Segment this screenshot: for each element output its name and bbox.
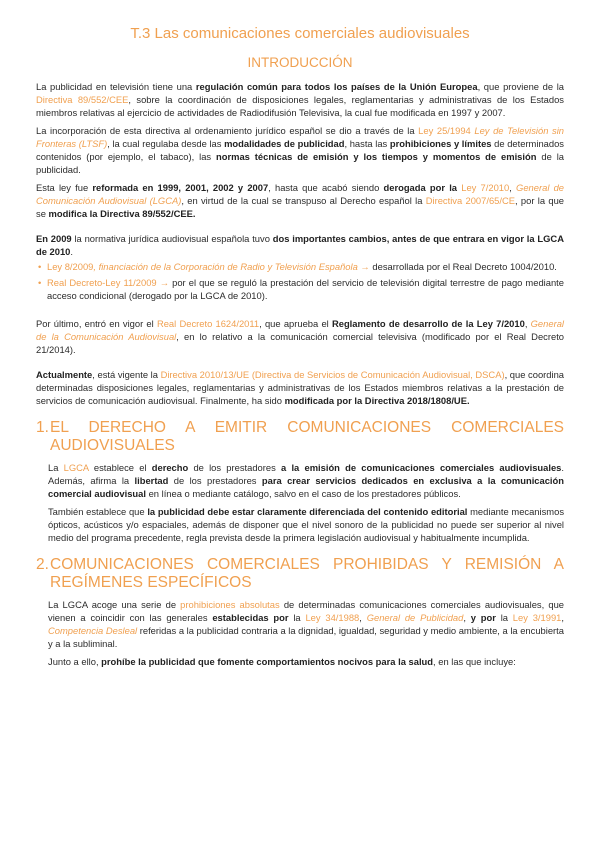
section-2-heading: 2. COMUNICACIONES COMERCIALES PROHIBIDAS Y REMISIÓN A REGÍMENES ESPECÍFICOS: [36, 556, 564, 591]
intro-heading: INTRODUCCIÓN: [247, 55, 353, 70]
intro-paragraph-4: En 2009 la normativa jurídica audiovisual española tuvo dos importantes cambios, antes de que entrara en vigor la LGCA de 2010.: [36, 233, 564, 257]
section-2-paragraph-2: Junto a ello, prohíbe la publicidad que fomente comportamientos nocivos para la salud, en las que incluye:: [48, 656, 516, 667]
intro-paragraph-1: La publicidad en televisión tiene una regulación común para todos los países de la Unión Europea, que proviene de la Directiva 89/552/CEE, sobre la coordinación de disposiciones legales, reglamentarias y administrativas de los Estados miembros relativas al ejercicio de actividades de Radiodifusión Televisiva, la cual fue modificada en 1997 y 2007.: [36, 81, 565, 118]
list-item: • Ley 8/2009, financiación de la Corporación de Radio y Televisión Española → desarrollada por el Real Decreto 1004/2010.: [38, 261, 557, 272]
section-2-body: [36, 598, 564, 668]
link-directiva-89-552: Directiva 89/552/CEE: [36, 94, 129, 105]
intro-paragraph-5: Por último, entró en vigor el Real Decreto 1624/2011, que aprueba el Reglamento de desarrollo de la Ley 7/2010, General de la Comunicación Audiovisual, en lo relativo a la comunicación comercial televisiva (modificado por el Real Decreto 21/2014).: [36, 318, 565, 355]
section-1-body: [36, 461, 564, 544]
section-1-paragraph-2: También establece que la publicidad debe estar claramente diferenciada del contenido editorial mediante mecanismos ópticos, acústicos y/o espaciales, además de disponer que el nivel sonoro de la publicidad no puede ser superior al nivel medio del programa precedente, regla prevista desde la primera legislación audiovisual y habitualmente incumplida.: [48, 506, 565, 543]
intro-paragraph-6: Actualmente, está vigente la Directiva 2010/13/UE (Directiva de Servicios de Comunicación Audiovisual, DSCA), que coordina determinadas disposiciones legales, reglamentarias y administrativas de los Estados miembros relativas a la prestación de servicios de comunicación audiovisual. Finalmente, ha sido modificada por la Directiva 2018/1808/UE.: [36, 369, 565, 406]
section-1-heading: 1. EL DERECHO A EMITIR COMUNICACIONES COMERCIALES AUDIOVISUALES: [36, 419, 564, 454]
bullet-icon: •: [38, 277, 42, 288]
bullet-icon: •: [38, 261, 42, 272]
page-title: T.3 Las comunicaciones comerciales audiovisuales: [130, 25, 470, 42]
intro-paragraph-2: La incorporación de esta directiva al ordenamiento jurídico español se dio a través de la Ley 25/1994 Ley de Televisión sin Fronteras (LTSF), la cual regulaba desde las modalidades de publicidad, hasta las prohibiciones y límites de determinados contenidos (por ejemplo, el tabaco), las normas técnicas de emisión y los tiempos y momentos de emisión de la publicidad.: [36, 125, 564, 175]
section-2-paragraph-1: La LGCA acoge una serie de prohibiciones absolutas de determinadas comunicaciones comerciales audiovisuales, que vienen a coincidir con las generales establecidas por la Ley 34/1988, General de Publicidad, y por la Ley 3/1991, Competencia Desleal referidas a la publicidad contraria a la dignidad, igualdad, seguridad y medio ambiente, a la encubierta y a la subliminal.: [48, 599, 565, 649]
intro-paragraph-3: Esta ley fue reformada en 1999, 2001, 2002 y 2007, hasta que acabó siendo derogada por la Ley 7/2010, General de Comunicación Audiovisual (LGCA), en virtud de la cual se transpuso al Derecho español la Directiva 2007/65/CE, por la que se modifica la Directiva 89/552/CEE.: [36, 182, 565, 219]
section-1-paragraph-1: La LGCA establece el derecho de los prestadores a la emisión de comunicaciones comerciales audiovisuales. Además, afirma la libertad de los prestadores para crear servicios dedicados en exclusiva a la comunicación comercial audiovisual en línea o mediante catálogo, salvo en el caso de los prestadores públicos.: [48, 462, 564, 499]
changes-list: [36, 260, 564, 302]
list-item: • Real Decreto-Ley 11/2009 → por el que se reguló la prestación del servicio de televisión digital terrestre de pago mediante acceso condicional (derogado por la LGCA de 2010).: [38, 277, 564, 301]
